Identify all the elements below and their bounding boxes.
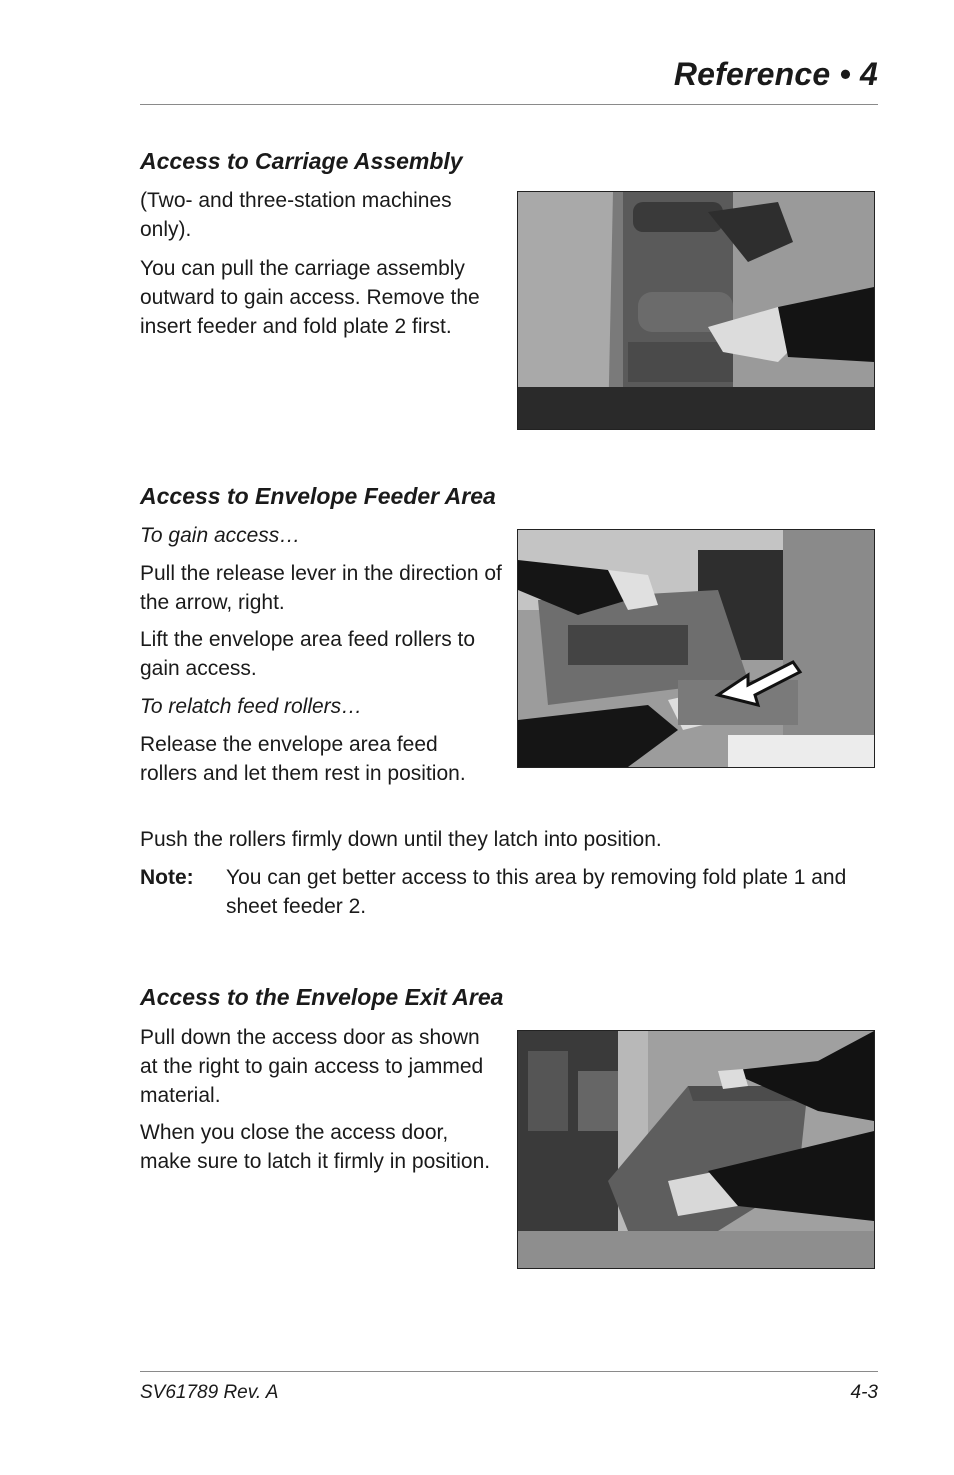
section-heading-envelope-feeder: Access to Envelope Feeder Area xyxy=(140,483,496,509)
footer-document-id: SV61789 Rev. A xyxy=(140,1382,279,1403)
photo-envelope-feeder xyxy=(517,529,875,768)
paragraph-release-rollers: Release the envelope area feed rollers and let them rest in position. xyxy=(140,733,466,785)
paragraph-pull-door: Pull down the access door as shown at the right to gain access to jammed material. xyxy=(140,1026,484,1107)
paragraph-close-door: When you close the access door, make sure to latch it firmly in position. xyxy=(140,1121,491,1173)
paragraph-push-rollers: Push the rollers firmly down until they latch into position. xyxy=(140,828,662,851)
section-heading-envelope-exit: Access to the Envelope Exit Area xyxy=(140,984,504,1010)
header-rule xyxy=(140,104,878,105)
note-label: Note: xyxy=(140,866,194,889)
photo-envelope-exit xyxy=(517,1030,875,1269)
paragraph-pull-release-lever: Pull the release lever in the direction of the arrow, right. xyxy=(140,562,502,614)
subhead-to-relatch: To relatch feed rollers… xyxy=(140,695,363,718)
paragraph-machines-note: (Two- and three-station machines only). xyxy=(140,189,452,241)
footer-rule xyxy=(140,1371,878,1372)
photo-carriage-assembly xyxy=(517,191,875,430)
footer-page-number: 4-3 xyxy=(850,1382,878,1403)
page-header-title: Reference • 4 xyxy=(673,56,878,92)
subhead-to-gain-access: To gain access… xyxy=(140,524,301,547)
note-text: You can get better access to this area by removing fold plate 1 and sheet feeder 2. xyxy=(226,866,847,918)
paragraph-lift-rollers: Lift the envelope area feed rollers to gain access. xyxy=(140,628,476,680)
section-heading-carriage: Access to Carriage Assembly xyxy=(140,148,463,174)
paragraph-carriage-instructions: You can pull the carriage assembly outward to gain access. Remove the insert feeder and fold plate 2 first. xyxy=(140,257,480,338)
